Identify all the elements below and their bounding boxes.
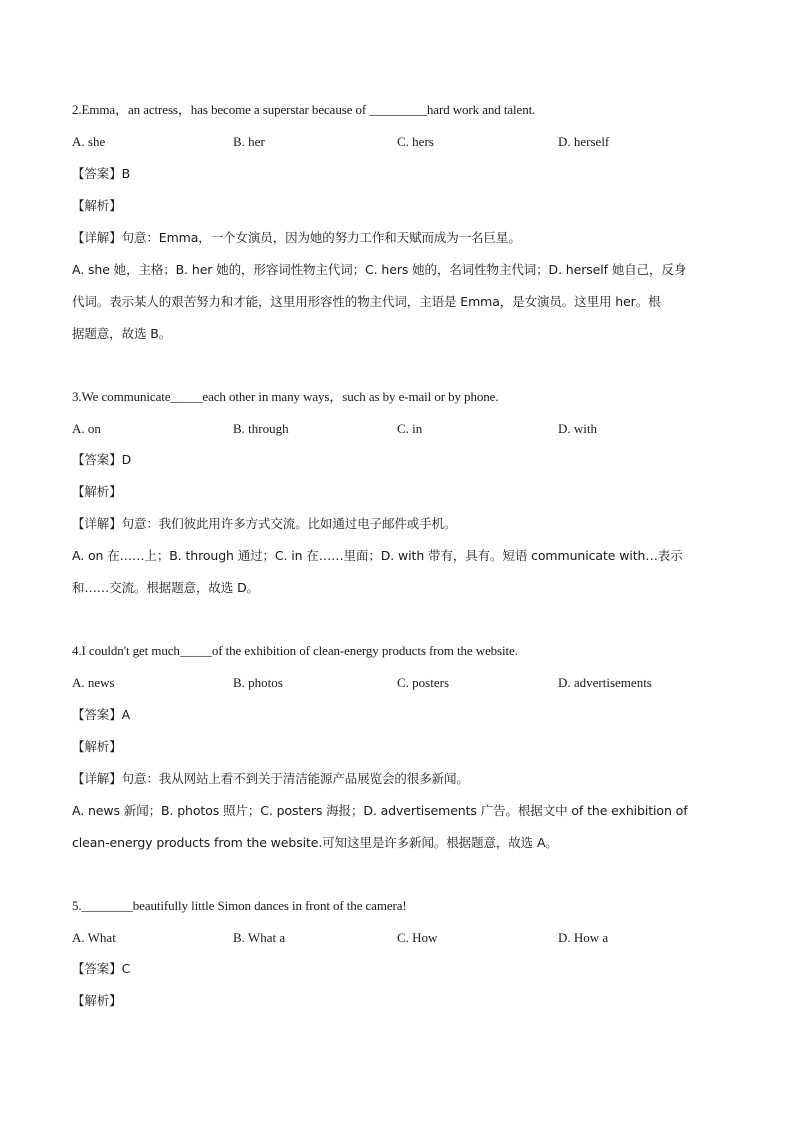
q5-option-b: B. What a — [233, 930, 286, 945]
question-5-stem: 5.________beautifully little Simon dances in front of the camera! — [72, 898, 407, 913]
q3-option-c: C. in — [397, 421, 423, 436]
question-4-stem: 4.I couldn't get much_____of the exhibition of clean-energy products from the website. — [72, 643, 518, 658]
q2-option-d: D. herself — [558, 134, 610, 149]
q3-option-d: D. with — [558, 421, 597, 436]
q2-answer: 【答案】B — [72, 166, 131, 181]
q4-option-d: D. advertisements — [558, 675, 652, 690]
q2-option-c: C. hers — [397, 134, 434, 149]
q5-analysis-label: 【解析】 — [72, 993, 122, 1008]
q4-answer: 【答案】A — [72, 707, 131, 722]
q2-explanation-line-2: 代词。表示某人的艰苦努力和才能，这里用形容性的物主代词，主语是 Emma，是女演员。这里用 her。根 — [72, 294, 661, 309]
q3-answer: 【答案】D — [72, 452, 132, 467]
q2-analysis-label: 【解析】 — [72, 198, 122, 213]
question-2-stem: 2.Emma，an actress，has become a superstar because of _________hard work and talent. — [72, 102, 536, 117]
q5-answer: 【答案】C — [72, 961, 131, 976]
q4-option-b: B. photos — [233, 675, 283, 690]
q4-option-c: C. posters — [397, 675, 449, 690]
question-3-stem: 3.We communicate_____each other in many ways，such as by e-mail or by phone. — [72, 389, 499, 404]
q4-detail: 【详解】句意：我从网站上看不到关于清洁能源产品展览会的很多新闻。 — [72, 771, 469, 786]
q5-option-d: D. How a — [558, 930, 609, 945]
q2-explanation-line-1: A. she 她，主格；B. her 她的，形容词性物主代词；C. hers 她的，名词性物主代词；D. herself 她自己，反身 — [72, 262, 687, 277]
q4-option-a: A. news — [72, 675, 115, 690]
q4-explanation-line-1: A. news 新闻；B. photos 照片；C. posters 海报；D. advertisements 广告。根据文中 of the exhibition of — [72, 803, 688, 818]
q2-detail: 【详解】句意：Emma，一个女演员，因为她的努力工作和天赋而成为一名巨星。 — [72, 230, 521, 245]
q2-option-b: B. her — [233, 134, 265, 149]
q5-option-a: A. What — [72, 930, 116, 945]
q4-analysis-label: 【解析】 — [72, 739, 122, 754]
q3-explanation-line-2: 和……交流。根据题意，故选 D。 — [72, 580, 259, 595]
q4-explanation-line-2: clean-energy products from the website.可知这里是许多新闻。根据题意，故选 A。 — [72, 835, 558, 850]
q2-option-a: A. she — [72, 134, 106, 149]
q3-analysis-label: 【解析】 — [72, 484, 122, 499]
q3-explanation-line-1: A. on 在……上；B. through 通过；C. in 在……里面；D. with 带有，具有。短语 communicate with…表示 — [72, 548, 683, 563]
q3-detail: 【详解】句意：我们彼此用许多方式交流。比如通过电子邮件或手机。 — [72, 516, 457, 531]
q5-option-c: C. How — [397, 930, 438, 945]
q2-explanation-line-3: 据题意，故选 B。 — [72, 326, 172, 341]
q3-option-b: B. through — [233, 421, 289, 436]
q3-option-a: A. on — [72, 421, 101, 436]
